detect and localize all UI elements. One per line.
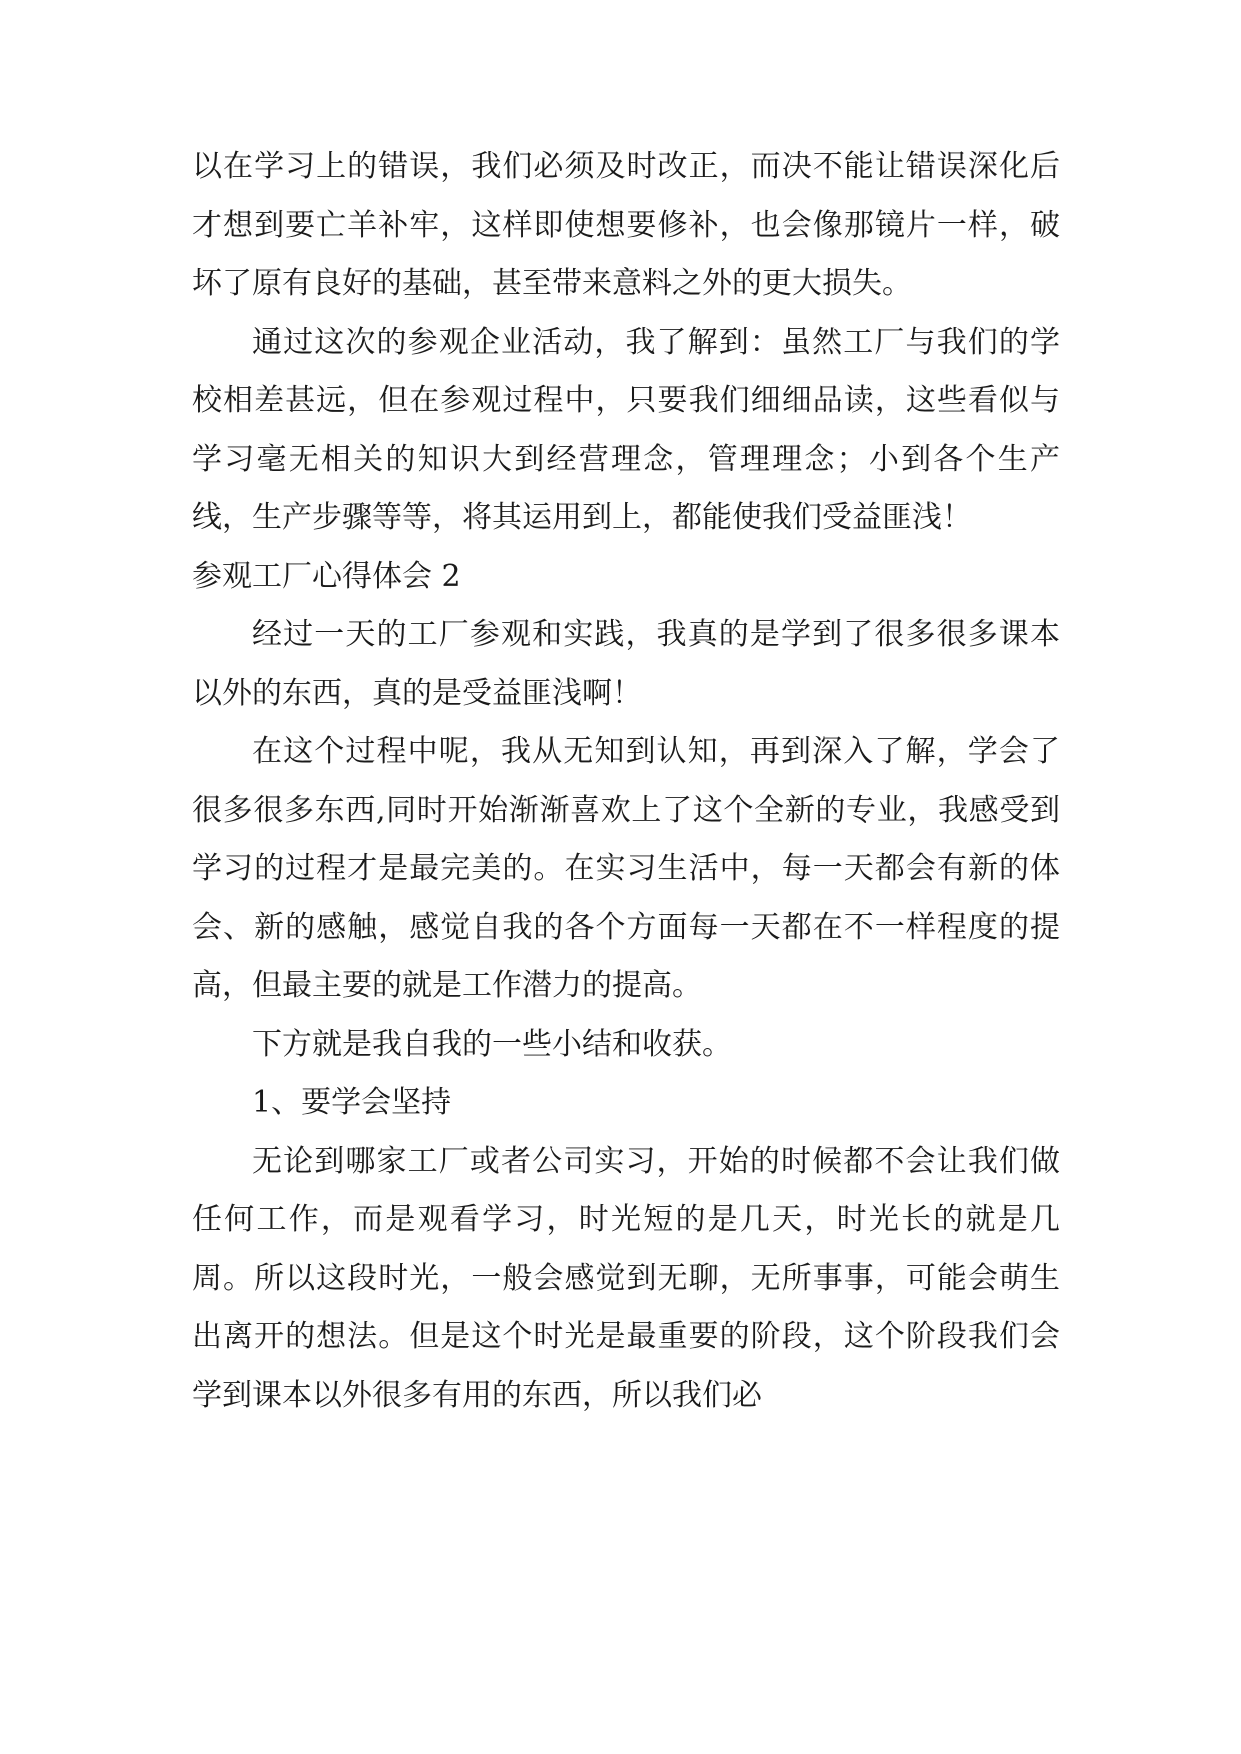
paragraph-1: 以在学习上的错误，我们必须及时改正，而决不能让错误深化后才想到要亡羊补牢，这样即使想要修补，也会像那镜片一样，破坏了原有良好的基础，甚至带来意料之外的更大损失。 — [192, 149, 1060, 301]
paragraph-6: 无论到哪家工厂或者公司实习，开始的时候都不会让我们做任何工作，而是观看学习，时光短的是几天，时光长的就是几周。所以这段时光，一般会感觉到无聊，无所事事，可能会萌生出离开的想法。但是这个时光是最重要的阶段，这个阶段我们会学到课本以外很多有用的东西，所以我们必 — [192, 1143, 1060, 1413]
paragraph-2: 通过这次的参观企业活动，我了解到：虽然工厂与我们的学校相差甚远，但在参观过程中，只要我们细细品读，这些看似与学习毫无相关的知识大到经营理念，管理理念；小到各个生产线，生产步骤等等，将其运用到上，都能使我们受益匪浅！ — [192, 324, 1060, 535]
paragraph-3: 经过一天的工厂参观和实践，我真的是学到了很多很多课本以外的东西，真的是受益匪浅啊！ — [192, 617, 1060, 711]
paragraph-4: 在这个过程中呢，我从无知到认知，再到深入了解，学会了很多很多东西,同时开始渐渐喜欢上了这个全新的专业，我感受到学习的过程才是最完美的。在实习生活中，每一天都会有新的体会、新的感触，感觉自我的各个方面每一天都在不一样程度的提高，但最主要的就是工作潜力的提高。 — [192, 734, 1060, 1003]
list-heading-1: 1、要学会坚持 — [252, 1085, 452, 1120]
section-heading: 参观工厂心得体会 2 — [192, 558, 461, 594]
document-page — [192, 138, 1060, 1425]
paragraph-5: 下方就是我自我的一些小结和收获。 — [252, 1026, 732, 1062]
